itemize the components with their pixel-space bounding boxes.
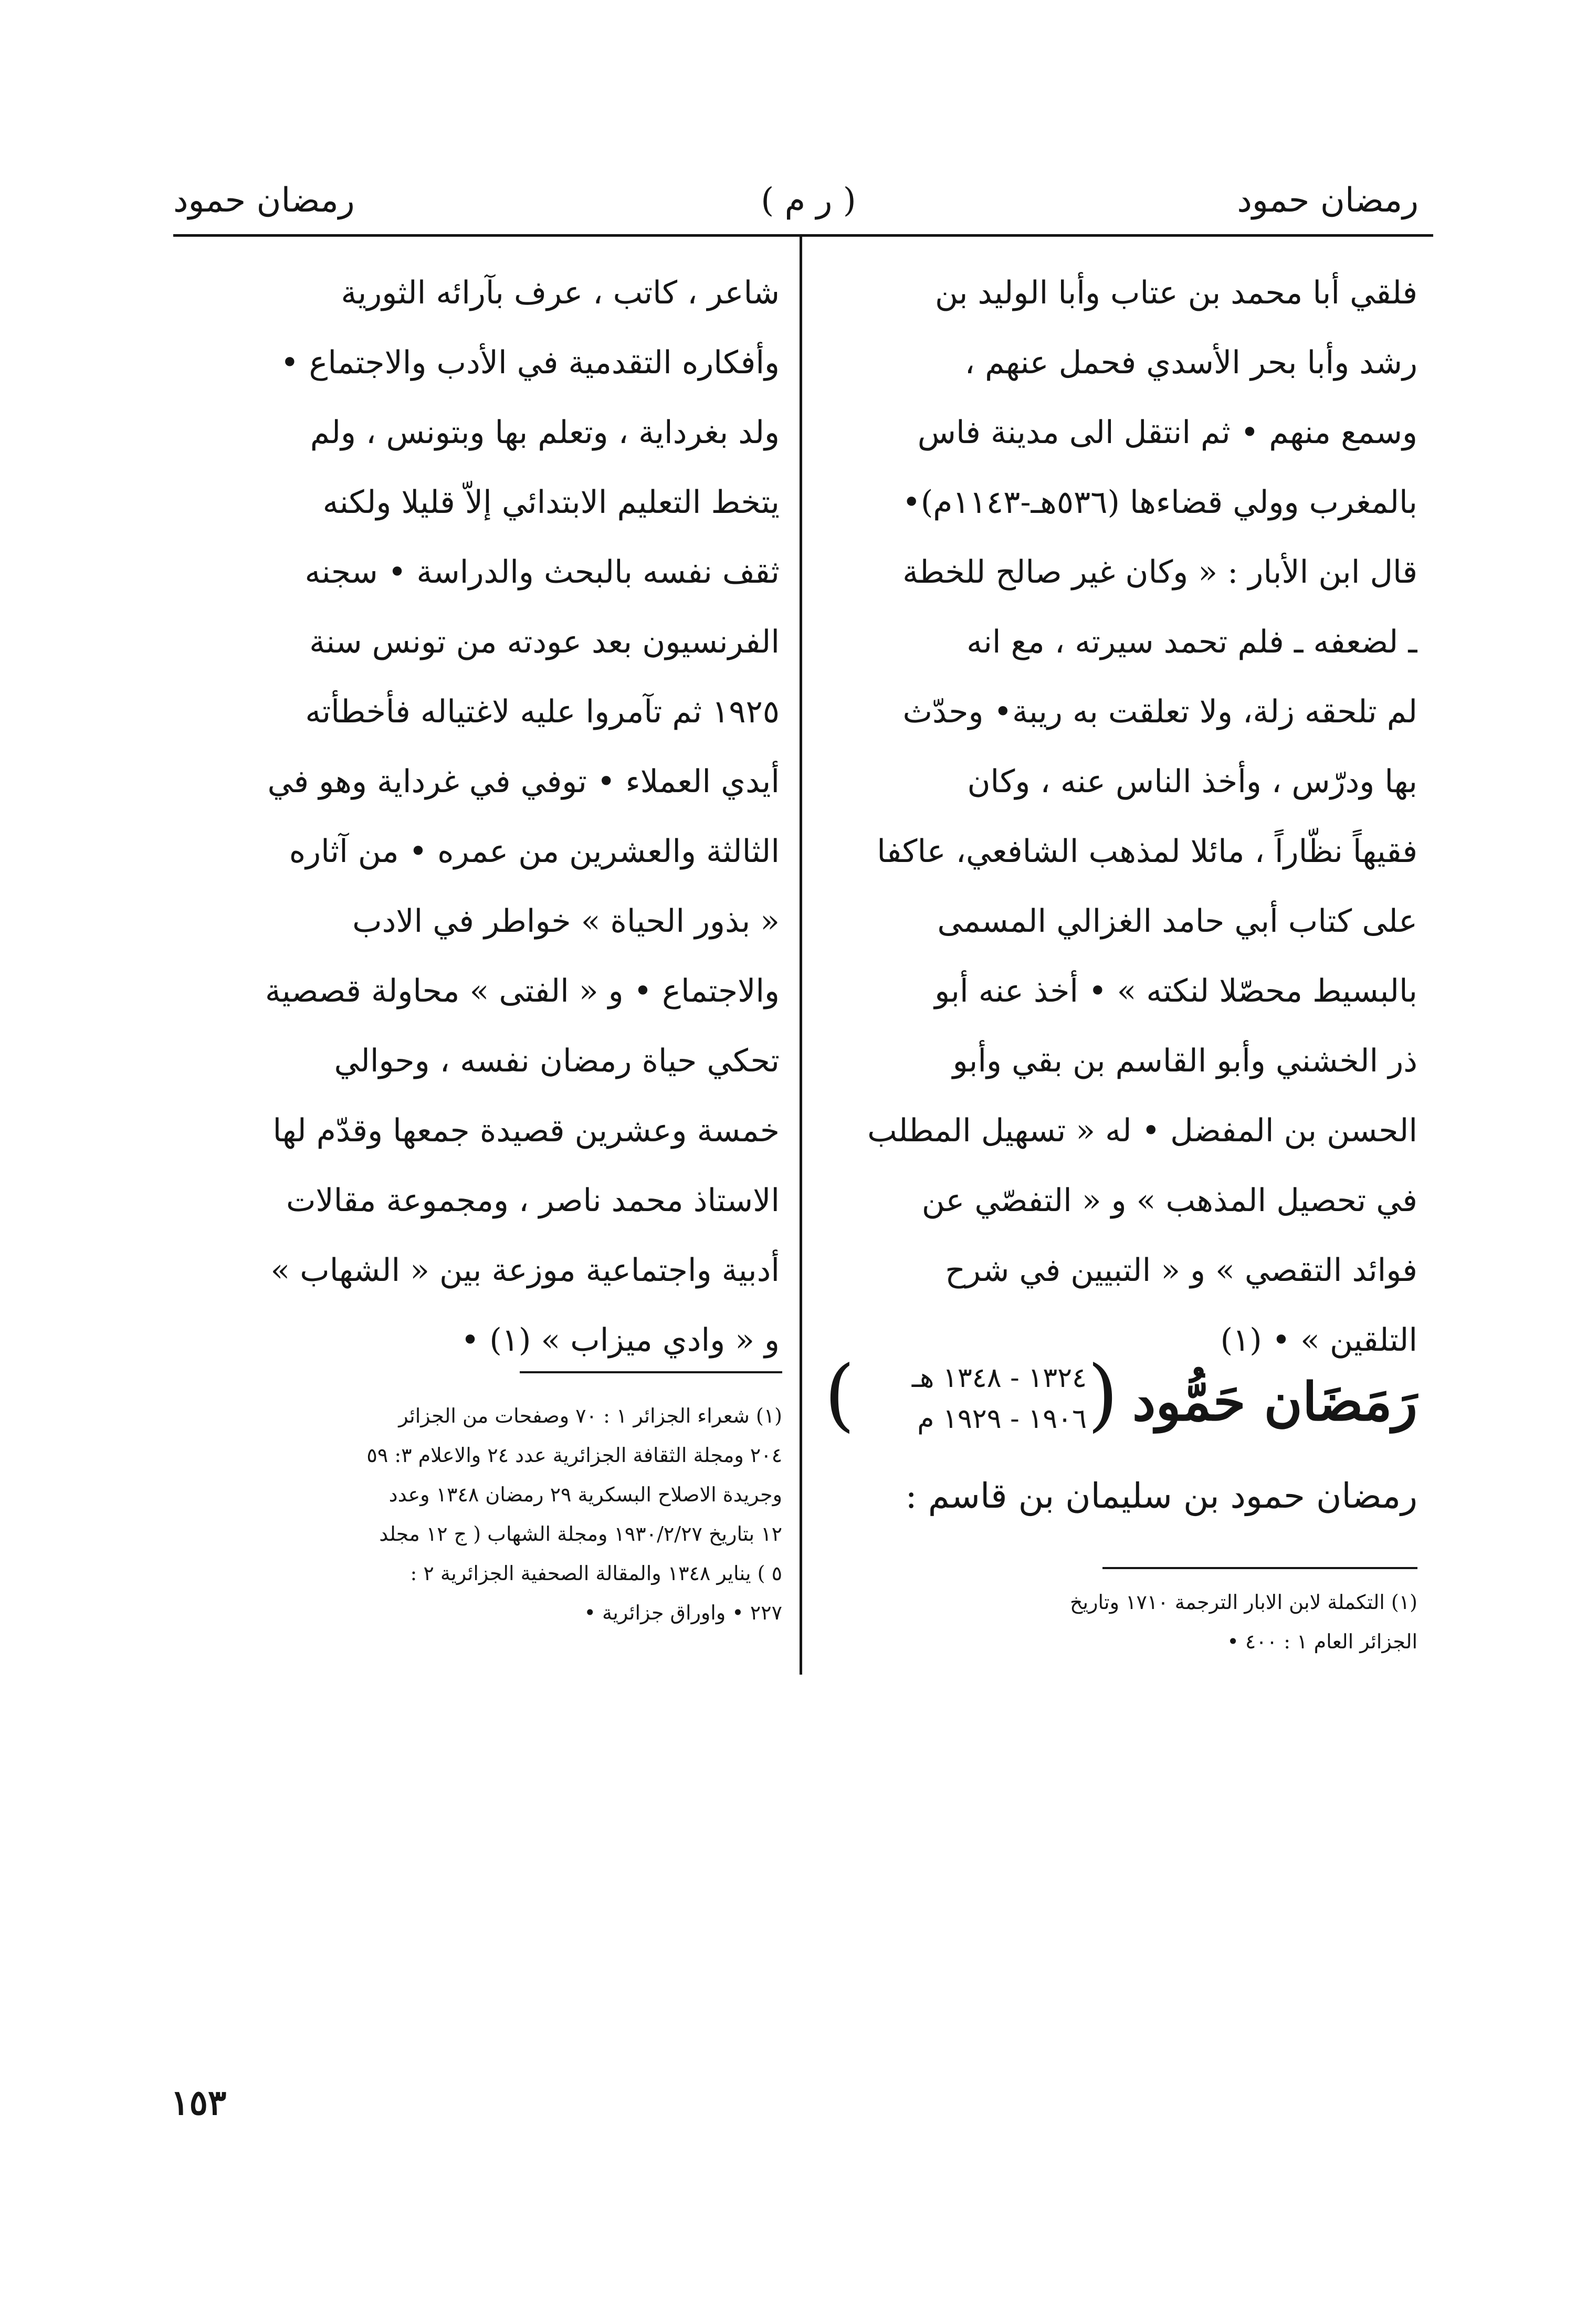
dates-gregorian: ١٩٠٦ - ١٩٢٩ م xyxy=(917,1403,1087,1435)
text-line: ولد بغرداية ، وتعلم بها وبتونس ، ولم xyxy=(310,414,780,451)
running-head-left: رمضان حمود xyxy=(173,181,355,220)
text-line: ١٩٢٥ ثم تآمروا عليه لاغتياله فأخطأته xyxy=(305,693,780,730)
text-line: الفرنسيون بعد عودته من تونس سنة xyxy=(309,624,780,660)
text-line: تحكي حياة رمضان نفسه ، وحوالي xyxy=(334,1043,780,1079)
footnote-line: ٢٠٤ ومجلة الثقافة الجزائرية عدد ٢٤ والاعلام ٣: ٥٩ xyxy=(366,1444,782,1467)
right-column-text xyxy=(827,258,1417,1375)
text-line: الاستاذ محمد ناصر ، ومجموعة مقالات xyxy=(286,1182,780,1219)
column-divider xyxy=(800,236,802,1675)
text-line: وسمع منهم • ثم انتقل الى مدينة فاس xyxy=(917,414,1417,451)
footnote-line: ١٢ بتاريخ ١٩٣٠/٢/٢٧ ومجلة الشهاب ( ج ١٢ مجلد xyxy=(379,1522,782,1545)
entry-heading xyxy=(824,1349,1417,1444)
text-line: فوائد التقصي » و « التبيين في شرح xyxy=(945,1252,1417,1289)
footnote-rule-right xyxy=(1102,1567,1417,1569)
footnote-left xyxy=(168,1396,782,1633)
text-line: في تحصيل المذهب » و « التفصّي عن xyxy=(921,1182,1417,1219)
footnote-line: ٢٢٧ • واوراق جزائرية • xyxy=(584,1601,782,1624)
footnote-line: (١) التكملة لابن الابار الترجمة ١٧١٠ وتاريخ xyxy=(1070,1591,1417,1614)
text-line: شاعر ، كاتب ، عرف بآرائه الثورية xyxy=(341,275,780,311)
footnote-right xyxy=(824,1583,1417,1661)
text-line: بالبسيط محصّلا لنكته » • أخذ عنه أبو xyxy=(934,973,1417,1009)
footnote-line: وجريدة الاصلاح البسكرية ٢٩ رمضان ١٣٤٨ وعدد xyxy=(388,1483,782,1506)
header-rule xyxy=(173,234,1433,237)
entry-name: رَمَضَان حَمُّود xyxy=(1132,1371,1417,1433)
text-line: أيدي العملاء • توفي في غرداية وهو في xyxy=(267,763,780,800)
text-line: الثالثة والعشرين من عمره • من آثاره xyxy=(289,833,780,870)
text-line: فلقي أبا محمد بن عتاب وأبا الوليد بن xyxy=(935,275,1417,311)
text-line: « بذور الحياة » خواطر في الادب xyxy=(352,903,780,940)
text-line: و « وادي ميزاب » (١) • xyxy=(460,1322,780,1359)
entry-full-name: رمضان حمود بن سليمان بن قاسم : xyxy=(905,1476,1417,1516)
text-line: ثقف نفسه بالبحث والدراسة • سجنه xyxy=(304,554,780,591)
text-line: ذر الخشني وأبو القاسم بن بقي وأبو xyxy=(952,1043,1417,1079)
dates-hijri: ١٣٢٤ - ١٣٤٨ هـ xyxy=(911,1362,1087,1394)
left-column-text xyxy=(168,258,780,1375)
text-line: رشد وأبا بحر الأسدي فحمل عنهم ، xyxy=(964,344,1417,381)
footnote-line: ٥ ) يناير ١٣٤٨ والمقالة الصحفية الجزائرية ٢ : xyxy=(410,1562,782,1585)
text-line: بها ودرّس ، وأخذ الناس عنه ، وكان xyxy=(967,763,1417,800)
text-line: خمسة وعشرين قصيدة جمعها وقدّم لها xyxy=(272,1112,780,1149)
text-line: على كتاب أبي حامد الغزالي المسمى xyxy=(937,903,1417,940)
text-line: لم تلحقه زلة، ولا تعلقت به ريبة• وحدّث xyxy=(902,693,1417,730)
running-head-right: رمضان حمود xyxy=(1237,181,1419,220)
entry-dates xyxy=(824,1349,1118,1444)
running-head-letters: ( ر م ) xyxy=(761,181,856,220)
footnote-line: الجزائر العام ١ : ٤٠٠ • xyxy=(1227,1630,1417,1653)
text-line: بالمغرب وولي قضاءها (٥٣٦هـ-١١٤٣م)• xyxy=(902,484,1417,521)
dates-paren-open: ( xyxy=(1087,1349,1118,1440)
text-line: فقيهاً نظّاراً ، مائلا لمذهب الشافعي، عاكفا xyxy=(877,833,1417,870)
footnote-line: (١) شعراء الجزائر ١ : ٧٠ وصفحات من الجزائر xyxy=(398,1404,782,1427)
text-line: الحسن بن المفضل • له « تسهيل المطلب xyxy=(867,1112,1417,1149)
text-line: ـ لضعفه ـ فلم تحمد سيرته ، مع انه xyxy=(966,624,1417,660)
page-number: ١٥٣ xyxy=(171,2082,227,2123)
text-line: وأفكاره التقدمية في الأدب والاجتماع • xyxy=(280,344,780,381)
text-line: التلقين » • (١) xyxy=(1220,1322,1417,1359)
text-line: قال ابن الأبار : « وكان غير صالح للخطة xyxy=(902,554,1417,591)
text-line: أدبية واجتماعية موزعة بين « الشهاب » xyxy=(270,1252,780,1289)
text-line: والاجتماع • و « الفتى » محاولة قصصية xyxy=(265,973,780,1009)
text-line: يتخط التعليم الابتدائي إلاّ قليلا ولكنه xyxy=(322,484,780,521)
footnote-rule-left xyxy=(520,1371,782,1373)
dates-paren-close: ) xyxy=(824,1349,855,1440)
